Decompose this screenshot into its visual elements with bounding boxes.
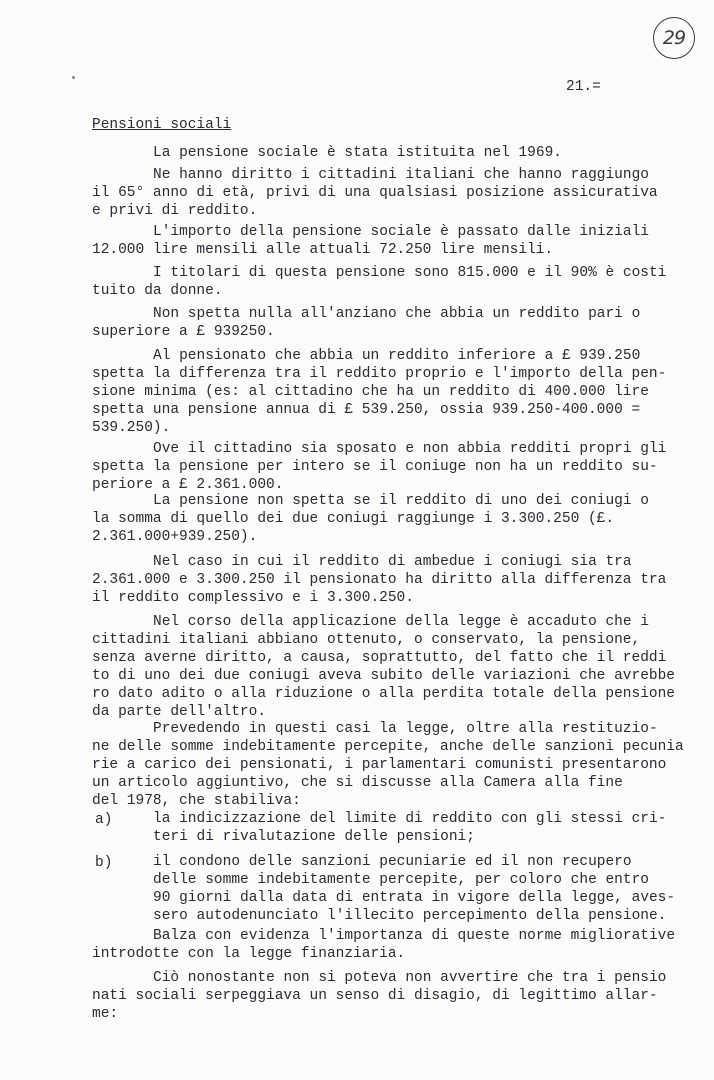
text-line: Ove il cittadino sia sposato e non abbia redditi propri gli bbox=[153, 441, 667, 457]
text-line: spetta la differenza tra il reddito proprio e l'importo della pen- bbox=[92, 366, 667, 382]
list-label: b) bbox=[95, 855, 113, 871]
text-line: Prevedendo in questi casi la legge, oltre alla restituzio- bbox=[153, 721, 658, 737]
text-line: periore a £ 2.361.000. bbox=[92, 477, 284, 493]
text-line: introdotte con la legge finanziaria. bbox=[92, 946, 406, 962]
text-line: delle somme indebitamente percepite, per coloro che entro bbox=[153, 872, 649, 888]
text-line: un articolo aggiuntivo, che si discusse alla Camera alla fine bbox=[92, 775, 623, 791]
text-line: del 1978, che stabiliva: bbox=[92, 793, 301, 809]
text-line: me: bbox=[92, 1006, 119, 1022]
text-line: la somma di quello dei due coniugi raggiunge i 3.300.250 (£. bbox=[92, 511, 615, 527]
text-line: Nel corso della applicazione della legge è accaduto che i bbox=[153, 614, 649, 630]
text-line: Al pensionato che abbia un reddito inferiore a £ 939.250 bbox=[153, 348, 641, 364]
text-line: 90 giorni dalla data di entrata in vigore della legge, aves- bbox=[153, 890, 676, 906]
text-line: senza averne diritto, a causa, soprattutto, del fatto che il reddi bbox=[92, 650, 667, 666]
text-line: ro dato adito o alla riduzione o alla perdita totale della pensione bbox=[92, 686, 675, 702]
text-line: La pensione sociale è stata istituita nel 1969. bbox=[153, 145, 562, 161]
text-line: tuito da donne. bbox=[92, 283, 223, 299]
page-number: 21.= bbox=[566, 79, 601, 95]
text-line: cittadini italiani abbiano ottenuto, o conservato, la pensione, bbox=[92, 632, 641, 648]
text-line: e privi di reddito. bbox=[92, 203, 258, 219]
list-label: a) bbox=[95, 812, 113, 828]
text-line: il reddito complessivo e i 3.300.250. bbox=[92, 590, 414, 606]
text-line: rie a carico dei pensionati, i parlamentari comunisti presentarono bbox=[92, 757, 667, 773]
text-line: Ciò nonostante non si poteva non avvertire che tra i pensio bbox=[153, 970, 667, 986]
text-line: la indicizzazione del limite di reddito con gli stessi cri- bbox=[153, 811, 667, 827]
text-line: il 65° anno di età, privi di una qualsiasi posizione assicurativa bbox=[92, 185, 658, 201]
text-line: 12.000 lire mensili alle attuali 72.250 lire mensili. bbox=[92, 242, 554, 258]
text-line: spetta la pensione per intero se il coniuge non ha un reddito su- bbox=[92, 459, 658, 475]
text-line: da parte dell'altro. bbox=[92, 704, 267, 720]
text-line: L'importo della pensione sociale è passato dalle iniziali bbox=[153, 224, 649, 240]
text-line: nati sociali serpeggiava un senso di disagio, di legittimo allar- bbox=[92, 988, 658, 1004]
text-line: Ne hanno diritto i cittadini italiani che hanno raggiungo bbox=[153, 167, 649, 183]
text-line: Non spetta nulla all'anziano che abbia un reddito pari o bbox=[153, 306, 641, 322]
text-line: 2.361.000 e 3.300.250 il pensionato ha diritto alla differenza tra bbox=[92, 572, 667, 588]
text-line: superiore a £ 939250. bbox=[92, 324, 275, 340]
text-line: La pensione non spetta se il reddito di uno dei coniugi o bbox=[153, 493, 649, 509]
text-line: teri di rivalutazione delle pensioni; bbox=[153, 829, 475, 845]
text-line: spetta una pensione annua di £ 539.250, ossia 939.250-400.000 = bbox=[92, 402, 641, 418]
text-line: 539.250). bbox=[92, 420, 171, 436]
section-heading: Pensioni sociali bbox=[92, 117, 232, 133]
text-line: Nel caso in cui il reddito di ambedue i coniugi sia tra bbox=[153, 554, 632, 570]
speck bbox=[72, 76, 75, 79]
text-line: I titolari di questa pensione sono 815.000 e il 90% è costi bbox=[153, 265, 667, 281]
text-line: sione minima (es: al cittadino che ha un reddito di 400.000 lire bbox=[92, 384, 649, 400]
text-line: ne delle somme indebitamente percepite, anche delle sanzioni pecunia bbox=[92, 739, 684, 755]
text-line: 2.361.000+939.250). bbox=[92, 529, 258, 545]
text-line: sero autodenunciato l'illecito percepimento della pensione. bbox=[153, 908, 667, 924]
text-line: Balza con evidenza l'importanza di queste norme migliorative bbox=[153, 928, 676, 944]
text-line: il condono delle sanzioni pecuniarie ed il non recupero bbox=[153, 854, 632, 870]
page-stamp: 29 bbox=[653, 17, 695, 59]
text-line: to di uno dei due coniugi aveva subito delle variazioni che avrebbe bbox=[92, 668, 675, 684]
